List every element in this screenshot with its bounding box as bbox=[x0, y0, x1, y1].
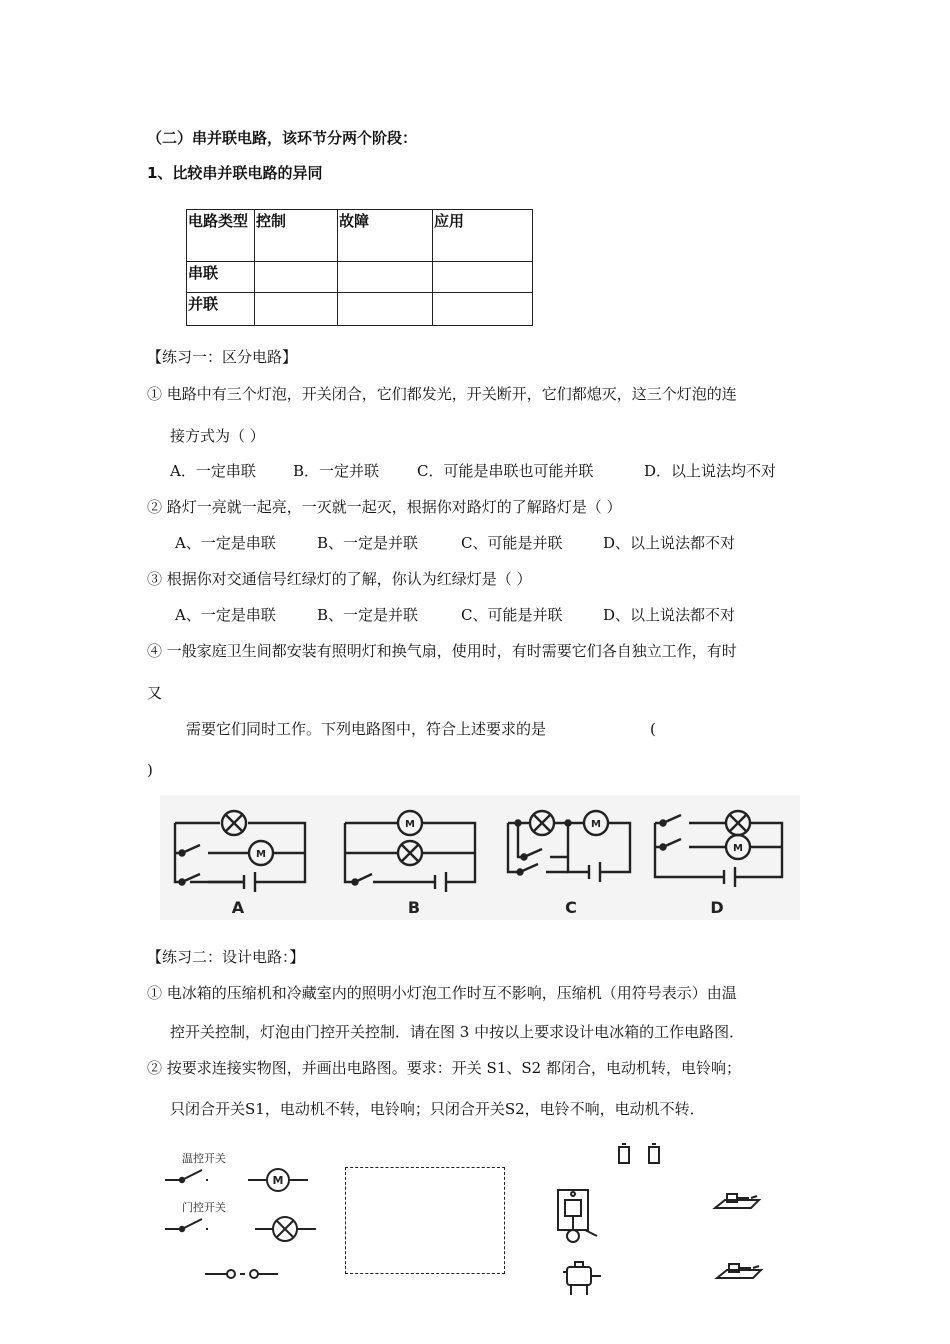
q2-option-b: B、一定是并联 bbox=[317, 534, 419, 552]
fridge-symbols-figure bbox=[160, 1145, 330, 1285]
battery-icon bbox=[619, 1147, 629, 1163]
q3-option-b: B、一定是并联 bbox=[317, 606, 419, 624]
circuit-diagrams-figure bbox=[160, 795, 800, 920]
table-cell bbox=[433, 293, 533, 326]
table-cell bbox=[255, 262, 338, 293]
motor-label: M bbox=[256, 849, 266, 860]
table-row bbox=[187, 262, 533, 293]
thermo-switch-label: 温控开关 bbox=[182, 1152, 226, 1165]
figure-label-d: D bbox=[710, 898, 724, 917]
q3-option-c: C、可能是并联 bbox=[461, 606, 563, 624]
table-cell: 串联 bbox=[187, 262, 255, 293]
table-header-row bbox=[187, 210, 533, 262]
table-cell: 并联 bbox=[187, 293, 255, 326]
ex2-q1-line1: ① 电冰箱的压缩机和冷藏室内的照明小灯泡工作时互不影响，压缩机（用符号表示）由温 bbox=[147, 984, 737, 1002]
thermo-switch-symbol bbox=[165, 1170, 208, 1180]
q3-option-a: A、一定是串联 bbox=[175, 606, 276, 624]
section-title: （二）串并联电路，该环节分两个阶段： bbox=[147, 129, 418, 147]
motor-component-icon bbox=[563, 1262, 601, 1295]
table-cell bbox=[433, 262, 533, 293]
figure-label-a: A bbox=[231, 898, 245, 917]
q1-option-c: C．可能是串联也可能并联 bbox=[417, 462, 594, 480]
q2-line1: ② 路灯一亮就一起亮，一灭就一起灭，根据你对路灯的了解路灯是（ ） bbox=[147, 498, 622, 516]
ex2-q2-line2: 只闭合开关S1，电动机不转，电铃响；只闭合开关S2，电铃不响，电动机不转． bbox=[170, 1100, 705, 1118]
motor-label: M bbox=[591, 819, 601, 830]
q2-option-c: C、可能是并联 bbox=[461, 534, 563, 552]
q1-option-b: B．一定并联 bbox=[293, 462, 380, 480]
electric-bell-icon bbox=[558, 1190, 597, 1242]
table-row bbox=[187, 293, 533, 326]
q2-option-a: A、一定是串联 bbox=[175, 534, 276, 552]
q4-paren-close: ) bbox=[147, 761, 153, 779]
table-header-cell: 控制 bbox=[255, 210, 338, 262]
exercise1-title: 【练习一：区分电路】 bbox=[147, 348, 298, 366]
motor-label: M bbox=[733, 843, 743, 854]
switch-s1-icon bbox=[715, 1194, 759, 1208]
door-switch-symbol bbox=[165, 1219, 208, 1229]
table-header-cell: 应用 bbox=[433, 210, 533, 262]
q4-paren-open: ( bbox=[650, 720, 656, 738]
q1-option-a: A．一定串联 bbox=[170, 462, 256, 480]
table-header-cell: 故障 bbox=[338, 210, 433, 262]
switch-s2-icon bbox=[717, 1264, 761, 1278]
motor-symbol-label: M bbox=[272, 1174, 284, 1187]
q4-line2: 又 bbox=[147, 684, 163, 702]
table-cell bbox=[338, 293, 433, 326]
q1-option-d: D．以上说法均不对 bbox=[644, 462, 777, 480]
q1-line2: 接方式为（ ） bbox=[170, 427, 265, 445]
table-header-cell: 电路类型 bbox=[187, 210, 255, 262]
part1-title: 1、比较串并联电路的异同 bbox=[147, 164, 323, 182]
physical-components-figure bbox=[545, 1140, 770, 1300]
comparison-table bbox=[186, 209, 533, 326]
q2-option-d: D、以上说法都不对 bbox=[603, 534, 736, 552]
table-cell bbox=[255, 293, 338, 326]
figure-label-b: B bbox=[407, 898, 421, 917]
exercise2-title: 【练习二：设计电路：】 bbox=[147, 948, 305, 966]
drawing-area-box bbox=[345, 1167, 505, 1274]
figure-label-c: C bbox=[565, 898, 577, 917]
q4-line3: 需要它们同时工作。下列电路图中，符合上述要求的是 bbox=[186, 720, 547, 738]
q4-line1: ④ 一般家庭卫生间都安装有照明灯和换气扇，使用时，有时需要它们各自独立工作，有时 bbox=[147, 642, 737, 660]
q3-line1: ③ 根据你对交通信号红绿灯的了解，你认为红绿灯是（ ） bbox=[147, 570, 532, 588]
ex2-q1-line2: 控开关控制，灯泡由门控开关控制．请在图 3 中按以上要求设计电冰箱的工作电路图． bbox=[170, 1023, 745, 1041]
table-cell bbox=[338, 262, 433, 293]
q1-line1: ① 电路中有三个灯泡，开关闭合，它们都发光，开关断开，它们都熄灭，这三个灯泡的连 bbox=[147, 385, 737, 403]
battery-icon bbox=[649, 1147, 659, 1163]
door-switch-label: 门控开关 bbox=[182, 1201, 226, 1214]
motor-label: M bbox=[405, 819, 415, 830]
ex2-q2-line1: ② 按要求连接实物图，并画出电路图。要求：开关 S1、S2 都闭合，电动机转，电铃响； bbox=[147, 1059, 741, 1077]
q3-option-d: D、以上说法都不对 bbox=[603, 606, 736, 624]
